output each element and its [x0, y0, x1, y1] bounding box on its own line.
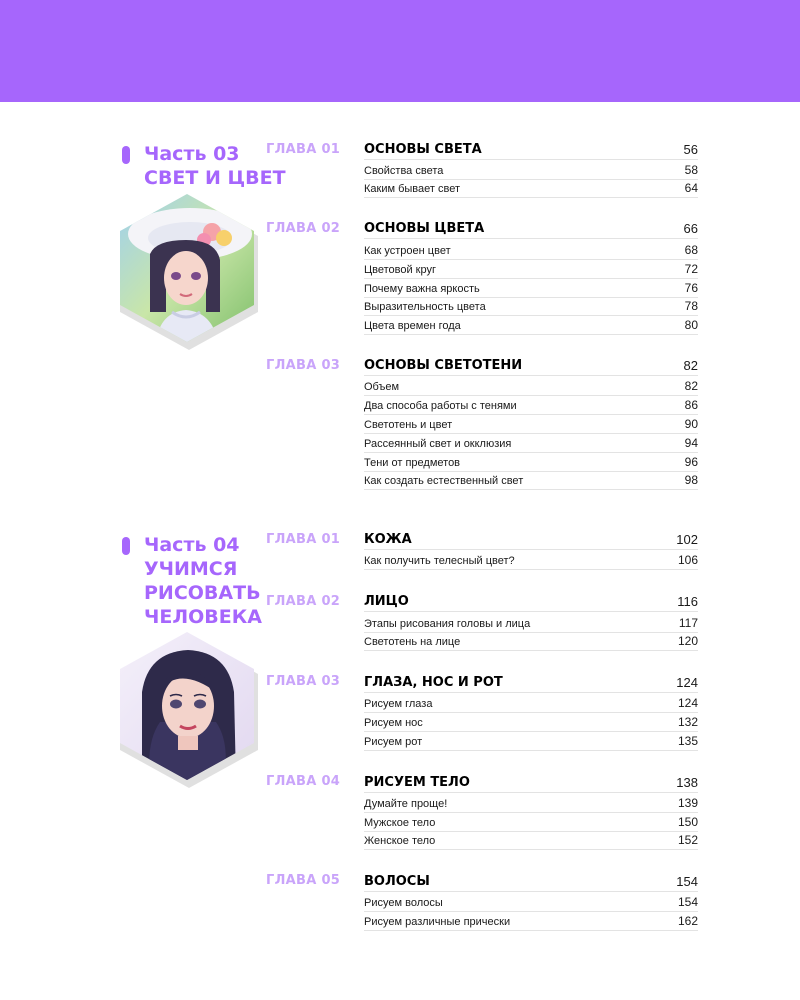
section-title: Свойства света — [364, 165, 444, 177]
page-number: 58 — [684, 163, 698, 177]
page-number: 56 — [683, 142, 698, 157]
chapter-label: ГЛАВА 02 — [266, 594, 341, 609]
page-number: 139 — [677, 796, 698, 810]
page-number: 154 — [676, 874, 698, 889]
page-number: 94 — [684, 436, 698, 450]
section-title: Мужское тело — [364, 817, 436, 829]
section-entry[interactable] — [364, 316, 698, 335]
chapter-title: ОСНОВЫ ЦВЕТА — [364, 221, 485, 236]
page-number: 90 — [684, 417, 698, 431]
section-title: Как получить телесный цвет? — [364, 555, 515, 567]
section-entry[interactable] — [364, 632, 698, 651]
page-number: 135 — [677, 734, 698, 748]
page-number: 150 — [677, 815, 698, 829]
section-title: Тени от предметов — [364, 457, 461, 469]
header-color-band — [0, 0, 800, 102]
part-title: СВЕТ И ЦВЕТ — [144, 167, 286, 189]
part-marker — [122, 537, 130, 555]
page-number: 76 — [684, 281, 698, 295]
chapter-label: ГЛАВА 01 — [266, 142, 341, 157]
section-title: Выразительность цвета — [364, 301, 486, 313]
section-title: Объем — [364, 381, 400, 393]
page-number: 124 — [677, 696, 698, 710]
section-entry[interactable] — [364, 813, 698, 832]
section-title: Светотень и цвет — [364, 419, 453, 431]
section-title: Рисуем различные прически — [364, 916, 511, 928]
chapter-title: РИСУЕМ ТЕЛО — [364, 775, 470, 790]
chapter-title: ЛИЦО — [364, 594, 409, 609]
page-number: 82 — [684, 379, 698, 393]
page-number: 106 — [677, 553, 698, 567]
chapter-title: ОСНОВЫ СВЕТА — [364, 142, 482, 157]
section-entry[interactable] — [364, 260, 698, 279]
page-number: 68 — [684, 243, 698, 257]
chapter-entry[interactable] — [364, 672, 698, 693]
page-number: 82 — [683, 358, 698, 373]
page-number: 96 — [684, 455, 698, 469]
section-entry[interactable] — [364, 453, 698, 472]
page-number: 132 — [677, 715, 698, 729]
section-entry[interactable] — [364, 713, 698, 732]
section-title: Как создать естественный свет — [364, 475, 524, 487]
page-number: 78 — [684, 299, 698, 313]
chapter-title: ОСНОВЫ СВЕТОТЕНИ — [364, 358, 523, 373]
page-number: 162 — [677, 914, 698, 928]
section-title: Каким бывает свет — [364, 183, 461, 195]
page-number: 117 — [678, 616, 698, 630]
page-number: 86 — [684, 398, 698, 412]
section-title: Этапы рисования головы и лица — [364, 618, 531, 630]
chapter-entry[interactable] — [364, 355, 698, 376]
section-entry[interactable] — [364, 831, 698, 850]
page-number: 80 — [684, 318, 698, 332]
page-number: 124 — [676, 675, 698, 690]
page-number: 138 — [676, 775, 698, 790]
section-entry[interactable] — [364, 396, 698, 415]
page-number: 72 — [684, 262, 698, 276]
section-entry[interactable] — [364, 471, 698, 490]
chapter-label: ГЛАВА 02 — [266, 221, 341, 236]
part-title-line-2: РИСОВАТЬ — [144, 582, 261, 604]
section-entry[interactable] — [364, 377, 698, 396]
chapter-entry[interactable] — [364, 871, 698, 892]
section-entry[interactable] — [364, 912, 698, 931]
part-number: Часть 03 — [144, 143, 240, 165]
page-number: 154 — [677, 895, 698, 909]
chapter-title: КОЖА — [364, 532, 412, 547]
section-entry[interactable] — [364, 415, 698, 434]
section-title: Светотень на лице — [364, 636, 461, 648]
section-title: Думайте проще! — [364, 798, 448, 810]
chapter-label: ГЛАВА 04 — [266, 774, 341, 789]
chapter-title: ГЛАЗА, НОС И РОТ — [364, 675, 503, 690]
section-title: Почему важна яркость — [364, 283, 480, 295]
section-entry[interactable] — [364, 241, 698, 260]
section-entry[interactable] — [364, 614, 698, 633]
page-number: 116 — [677, 594, 698, 609]
chapter-label: ГЛАВА 01 — [266, 532, 341, 547]
section-entry[interactable] — [364, 297, 698, 316]
section-entry[interactable] — [364, 179, 698, 198]
section-entry[interactable] — [364, 551, 698, 570]
section-entry[interactable] — [364, 694, 698, 713]
page-number: 66 — [683, 221, 698, 236]
section-entry[interactable] — [364, 732, 698, 751]
section-title: Женское тело — [364, 835, 436, 847]
section-entry[interactable] — [364, 893, 698, 912]
chapter-label: ГЛАВА 03 — [266, 674, 341, 689]
chapter-entry[interactable] — [364, 591, 698, 612]
page-number: 102 — [676, 532, 698, 547]
part-number: Часть 04 — [144, 534, 240, 556]
section-title: Цвета времен года — [364, 320, 461, 332]
section-title: Рассеянный свет и окклюзия — [364, 438, 512, 450]
section-title: Рисуем волосы — [364, 897, 443, 909]
section-title: Два способа работы с тенями — [364, 400, 517, 412]
section-entry[interactable] — [364, 279, 698, 298]
section-title: Рисуем рот — [364, 736, 423, 748]
section-entry[interactable] — [364, 161, 698, 180]
chapter-entry[interactable] — [364, 529, 698, 550]
section-title: Рисуем нос — [364, 717, 423, 729]
chapter-entry[interactable] — [364, 139, 698, 160]
part-marker — [122, 146, 130, 164]
section-title: Как устроен цвет — [364, 245, 451, 257]
page-number: 64 — [684, 181, 698, 195]
chapter-label: ГЛАВА 03 — [266, 358, 341, 373]
section-title: Цветовой круг — [364, 264, 436, 276]
chapter-entry[interactable] — [364, 218, 698, 239]
chapter-entry[interactable] — [364, 772, 698, 793]
chapter-label: ГЛАВА 05 — [266, 873, 341, 888]
page-number: 152 — [677, 833, 698, 847]
part-title-line-3: ЧЕЛОВЕКА — [144, 606, 262, 628]
section-entry[interactable] — [364, 794, 698, 813]
section-title: Рисуем глаза — [364, 698, 433, 710]
page-number: 120 — [677, 634, 698, 648]
section-entry[interactable] — [364, 434, 698, 453]
page-number: 98 — [684, 473, 698, 487]
part-title-line-1: УЧИМСЯ — [144, 558, 238, 580]
chapter-title: ВОЛОСЫ — [364, 874, 430, 889]
